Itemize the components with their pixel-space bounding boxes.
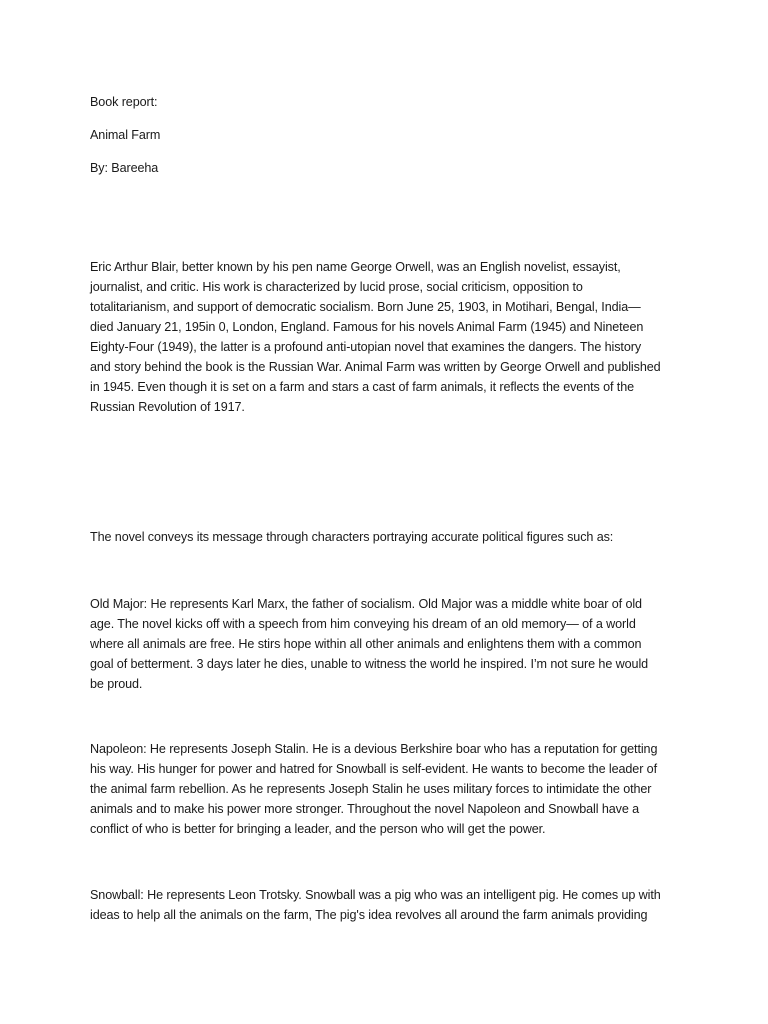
characters-intro: The novel conveys its message through characters portraying accurate political figures such as: [90, 530, 614, 544]
book-report-label: Book report: [90, 95, 158, 109]
document-title: Animal Farm [90, 128, 161, 142]
intro-paragraph [90, 257, 680, 417]
old-major-line: Old Major: He represents Karl Marx, the father of socialism. Old Major was a middle white boar of old [90, 597, 642, 611]
napoleon-line: his way. His hunger for power and hatred for Snowball is self-evident. He wants to become the leader of [90, 762, 657, 776]
snowball-line: Snowball: He represents Leon Trotsky. Snowball was a pig who was an intelligent pig. He comes up with [90, 888, 661, 902]
intro-line: Eighty-Four (1949), the latter is a profound anti-utopian novel that examines the dangers. The history [90, 340, 642, 354]
napoleon-line: conflict of who is better for bringing a leader, and the person who will get the power. [90, 822, 546, 836]
intro-line: Eric Arthur Blair, better known by his pen name George Orwell, was an English novelist, essayist, [90, 260, 621, 274]
intro-line: in 1945. Even though it is set on a farm and stars a cast of farm animals, it reflects the events of the [90, 380, 635, 394]
author-line: By: Bareeha [90, 161, 159, 175]
old-major-line: age. The novel kicks off with a speech from him conveying his dream of an old memory— of a world [90, 617, 636, 631]
intro-line: totalitarianism, and support of democratic socialism. Born June 25, 1903, in Motihari, Bengal, India— [90, 300, 641, 314]
intro-line: died January 21, 195in 0, London, England. Famous for his novels Animal Farm (1945) and Nineteen [90, 320, 644, 334]
napoleon-paragraph [90, 739, 680, 839]
napoleon-line: the animal farm rebellion. As he represents Joseph Stalin he uses military forces to intimidate the other [90, 782, 652, 796]
old-major-line: where all animals are free. He stirs hope within all other animals and enlightens them with a common [90, 637, 642, 651]
napoleon-line: Napoleon: He represents Joseph Stalin. He is a devious Berkshire boar who has a reputation for getting [90, 742, 658, 756]
snowball-paragraph [90, 885, 680, 925]
intro-line: Russian Revolution of 1917. [90, 400, 245, 414]
intro-line: and story behind the book is the Russian War. Animal Farm was written by George Orwell and published [90, 360, 661, 374]
old-major-line: goal of betterment. 3 days later he dies, unable to witness the world he inspired. I’m not sure he would [90, 657, 649, 671]
napoleon-line: animals and to make his power more stronger. Throughout the novel Napoleon and Snowball have a [90, 802, 640, 816]
intro-line: journalist, and critic. His work is characterized by lucid prose, social criticism, opposition to [90, 280, 583, 294]
snowball-line: ideas to help all the animals on the farm, The pig's idea revolves all around the farm animals providing [90, 908, 648, 922]
old-major-paragraph [90, 594, 680, 694]
old-major-line: be proud. [90, 677, 143, 691]
